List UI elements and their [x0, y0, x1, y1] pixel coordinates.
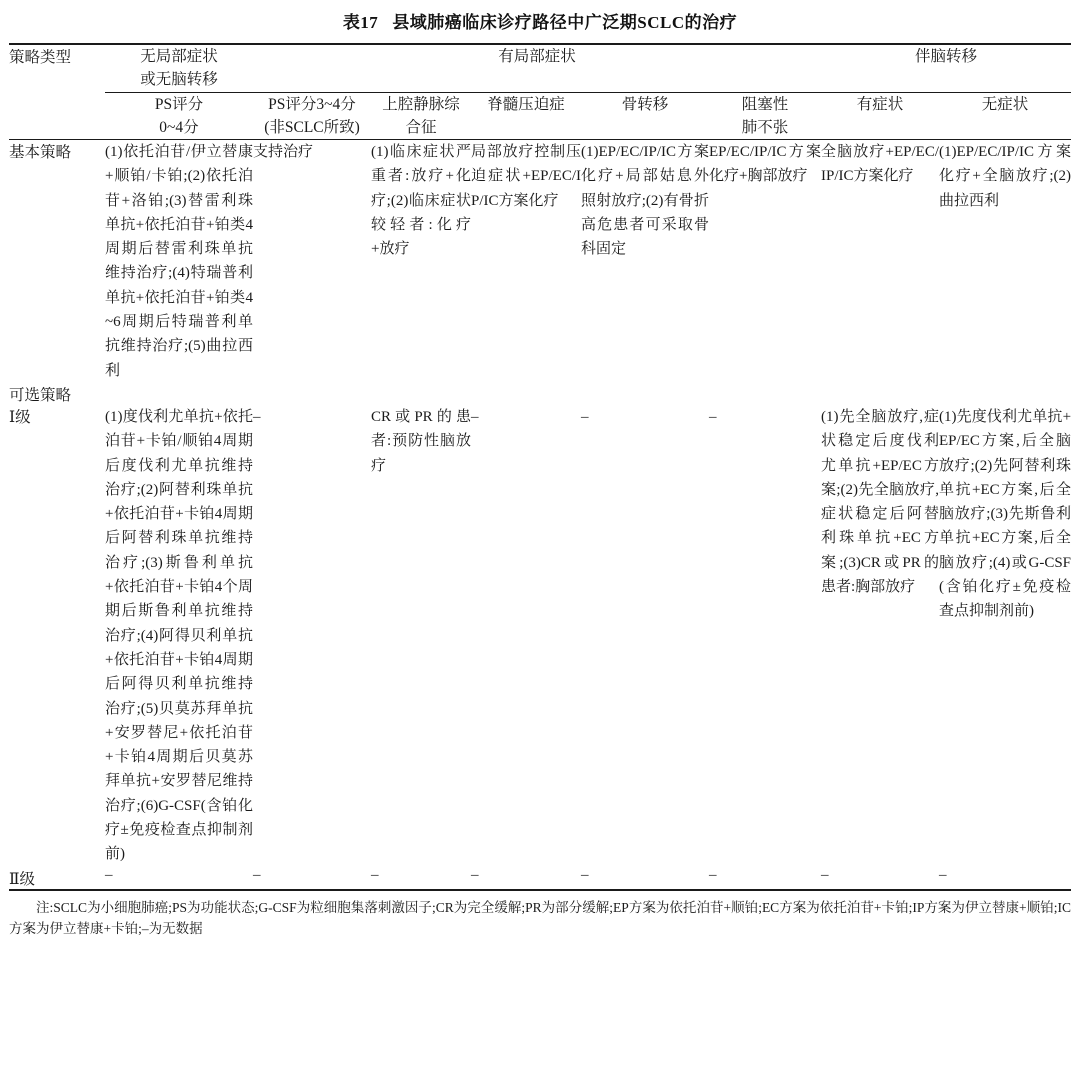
row-label-optional-strategy: 可选策略: [9, 386, 72, 404]
header-col-obstructive-atelectasis-line1: 阻塞性: [741, 95, 789, 113]
cell-optional-asymptomatic: [939, 383, 1071, 405]
cell-basic-asymptomatic: (1)EP/EC/IP/IC方案化疗+全脑放疗;(2)曲拉西利: [939, 144, 1072, 209]
cell-basic-ps-3-4: 支持治疗: [253, 144, 314, 160]
table-title-text: 县域肺癌临床诊疗路径中广泛期SCLC的治疗: [392, 13, 738, 32]
table-row: [9, 140, 1071, 383]
header-col-ps-score-line2: 0~4分: [159, 118, 199, 136]
cell-level2-spinal: –: [471, 867, 581, 890]
table-row: [9, 383, 1071, 405]
header-col-svc-syndrome-line1: 上腔静脉综: [382, 95, 460, 113]
row-label-basic-strategy: 基本策略: [9, 144, 72, 161]
header-col-ps-score-3-4: [253, 92, 371, 140]
header-group-no-local-symptoms: [105, 44, 253, 92]
cell-level1-symptomatic: (1)先全脑放疗,症状稳定后度伐利尤单抗+EP/EC方案;(2)先全脑放疗,症状稳定后阿替利珠单抗+EC方案;(3)CR或PR的患者:胸部放疗: [821, 408, 940, 596]
cell-optional-atelectasis: [709, 383, 821, 405]
header-col-bone-metastasis: [581, 92, 709, 140]
treatment-table: [9, 43, 1071, 891]
cell-level2-ps-score: –: [105, 867, 253, 890]
row-label-level-2: Ⅱ级: [9, 867, 105, 890]
cell-basic-atelectasis: EP/EC/IP/IC方案化疗+胸部放疗: [709, 144, 822, 185]
header-col-asymptomatic: [939, 92, 1071, 140]
header-group-local-label: 有局部症状: [498, 48, 576, 65]
cell-level1-bone: –: [581, 408, 589, 425]
cell-basic-spinal: 局部放疗控制压迫症状+EP/EC/IP/IC方案化疗: [471, 144, 581, 209]
table-row: [9, 867, 1071, 890]
header-group-row: [9, 44, 1071, 92]
table-footnote: 注:SCLC为小细胞肺癌;PS为功能状态;G-CSF为粒细胞集落刺激因子;CR为完全缓解;PR为部分缓解;EP方案为依托泊苷+顺铂;EC方案为依托泊苷+卡铂;IP方案为伊立替康+顺铂;IC方案为伊立替康+卡铂;–为无数据: [9, 899, 1071, 937]
header-col-obstructive-atelectasis: [709, 92, 821, 140]
cell-basic-ps-score: (1)依托泊苷/伊立替康+顺铂/卡铂;(2)依托泊苷+洛铂;(3)替雷利珠单抗+依托泊苷+铂类4周期后替雷利珠单抗维持治疗;(4)特瑞普利单抗+依托泊苷+铂类4~6周期后特瑞普利单抗维持治疗;(5)曲拉西利: [105, 144, 253, 379]
cell-optional-symptomatic: [821, 383, 939, 405]
cell-level1-atelectasis: –: [709, 408, 717, 425]
cell-optional-svc: [371, 383, 471, 405]
header-col-ps-score-line1: PS评分: [154, 95, 204, 113]
cell-level2-ps-3-4: –: [253, 867, 371, 890]
header-group-no-local-line2: 或无脑转移: [140, 71, 218, 89]
header-group-no-local-line1: 无局部症状: [140, 48, 218, 65]
cell-level1-ps-3-4: –: [253, 408, 261, 425]
cell-level2-svc: –: [371, 867, 471, 890]
header-group-local-symptoms: [253, 44, 821, 92]
cell-basic-symptomatic: 全脑放疗+EP/EC/IP/IC方案化疗: [821, 144, 940, 185]
header-col-svc-syndrome: [371, 92, 471, 140]
header-col-symptomatic-line1: 有症状: [856, 95, 904, 113]
cell-optional-ps-score: [105, 383, 253, 405]
cell-basic-svc: (1)临床症状严重者:放疗+化疗;(2)临床症状较轻者:化疗+放疗: [371, 144, 471, 258]
cell-optional-bone: [581, 383, 709, 405]
cell-level2-bone: –: [581, 867, 709, 890]
header-col-asymptomatic-line1: 无症状: [981, 95, 1029, 113]
cell-level1-asymptomatic: (1)先度伐利尤单抗+EP/EC方案,后全脑放疗;(2)先阿替利珠单抗+EC方案,后全脑放疗;(3)先斯鲁利单抗+EC方案,后全脑放疗;(4)或G-CSF(含铂化疗±免疫检查点抑制剂前): [939, 408, 1072, 620]
cell-level1-svc: CR或PR的患者:预防性脑放疗: [371, 408, 471, 474]
header-col-spinal-compression-line1: 脊髓压迫症: [487, 95, 565, 113]
page-title: [0, 0, 1080, 43]
header-col-ps-score-3-4-line1: PS评分3~4分: [268, 95, 356, 113]
cell-level2-symptomatic: –: [821, 867, 939, 890]
cell-level2-asymptomatic: –: [939, 867, 1071, 890]
header-group-brain-metastasis: [821, 44, 1071, 92]
cell-optional-spinal: [471, 383, 581, 405]
table-number: 表17: [342, 13, 379, 32]
header-group-brain-label: 伴脑转移: [915, 48, 978, 65]
row-label-level-1: Ⅰ级: [9, 408, 31, 426]
header-col-bone-metastasis-line1: 骨转移: [621, 95, 669, 113]
header-col-ps-score-3-4-line2: (非SCLC所致): [264, 118, 360, 136]
cell-optional-ps-3-4: [253, 383, 371, 405]
header-col-obstructive-atelectasis-line2: 肺不张: [741, 118, 789, 136]
header-stub-strategy-type: 策略类型: [9, 44, 105, 140]
header-column-row: [9, 92, 1071, 140]
header-col-svc-syndrome-line2: 合征: [405, 118, 437, 136]
table-row: [9, 405, 1071, 867]
cell-level1-spinal: –: [471, 408, 479, 425]
cell-basic-bone: (1)EP/EC/IP/IC方案化疗+局部姑息外照射放疗;(2)有骨折高危患者可采取骨科固定: [581, 144, 709, 258]
cell-level2-atelectasis: –: [709, 867, 821, 890]
header-col-ps-score: [105, 92, 253, 140]
cell-level1-ps-score: (1)度伐利尤单抗+依托泊苷+卡铂/顺铂4周期后度伐利尤单抗维持治疗;(2)阿替利珠单抗+依托泊苷+卡铂4周期后阿替利珠单抗维持治疗;(3)斯鲁利单抗+依托泊苷+卡铂4个周期后斯鲁利单抗维持治疗;(4)阿得贝利单抗+依托泊苷+卡铂4周期后阿得贝利单抗维持治疗;(5)贝莫苏拜单抗+安罗替尼+依托泊苷+卡铂4周期后贝莫苏拜单抗+安罗替尼维持治疗;(6)G-CSF(含铂化疗±免疫检查点抑制剂前): [105, 408, 253, 863]
header-col-symptomatic: [821, 92, 939, 140]
header-col-spinal-compression: [471, 92, 581, 140]
